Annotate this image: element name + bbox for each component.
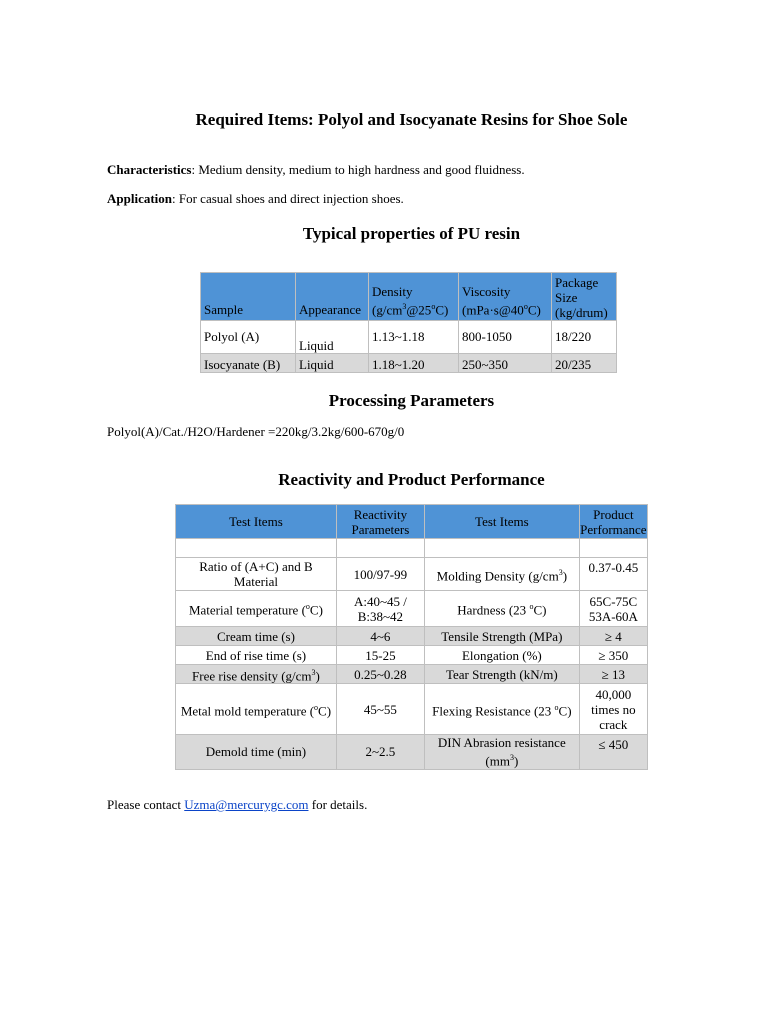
table-row (176, 665, 648, 684)
cell-test-item: End of rise time (s) (176, 646, 337, 665)
header-test-items: Test Items (176, 505, 337, 539)
cell-test-item: Elongation (%) (424, 646, 579, 665)
cell-test-item: Demold time (min) (176, 735, 337, 769)
reactivity-table (175, 504, 648, 770)
contact-text-before: Please contact (107, 797, 185, 812)
cell-appearance: Liquid (296, 354, 369, 373)
cell-test-item: Free rise density $(g/cm^3)$ (176, 665, 337, 684)
cell-test-item: Hardness (23 $^o$C) (424, 591, 579, 627)
cell-test-item: DIN Abrasion resistance $(mm^3)$ (424, 735, 579, 769)
cell-performance: ≥ 13 (579, 665, 647, 684)
cell-parameter: 100/97-99 (336, 558, 424, 591)
contact-paragraph (107, 797, 367, 813)
processing-parameters-text: Polyol(A)/Cat./H2O/Hardener =220kg/3.2kg/600-670g/0 (107, 424, 405, 439)
cell-viscosity: 800-1050 (459, 321, 552, 354)
table-row (176, 591, 648, 627)
cell-test-item: Material temperature ($^o$C) (176, 591, 337, 627)
cell-package: 20/235 (552, 354, 617, 373)
cell-density: 1.13~1.18 (369, 321, 459, 354)
header-package-size: Package Size (kg/drum) (552, 273, 617, 321)
table-row (176, 735, 648, 769)
header-product-performance: Product Performance (580, 506, 647, 537)
table-row (176, 627, 648, 646)
header-sample: Sample (201, 273, 296, 321)
table-header-row (201, 273, 617, 321)
application-paragraph (107, 191, 404, 207)
table-row (176, 646, 648, 665)
table-row (201, 354, 617, 373)
typical-properties-table (200, 272, 617, 373)
characteristics-text: : Medium density, medium to high hardness and good fluidness. (191, 162, 525, 177)
cell-performance: 40,000 times no crack (579, 684, 647, 735)
header-viscosity: Viscosity $(mPa\cdot s@40^oC)$ (459, 273, 552, 321)
table-row-empty (176, 539, 648, 558)
cell-test-item: Tensile Strength (MPa) (424, 627, 579, 646)
header-appearance: Appearance (296, 273, 369, 321)
cell-viscosity: 250~350 (459, 354, 552, 373)
cell-test-item: Ratio of (A+C) and B Material (176, 558, 337, 591)
contact-text-after: for details. (308, 797, 368, 812)
cell-density: 1.18~1.20 (369, 354, 459, 373)
cell-sample: Polyol (A) (201, 321, 296, 354)
cell-package: 18/220 (552, 321, 617, 354)
table-row (176, 684, 648, 735)
table-row (201, 321, 617, 354)
cell-test-item: Molding Density $(g/cm^3)$ (424, 558, 579, 591)
cell-parameter: 4~6 (336, 627, 424, 646)
table-header-row (176, 505, 648, 539)
header-density: Density $(g/cm^3@25^oC)$ (369, 273, 459, 321)
header-test-items: Test Items (424, 505, 579, 539)
characteristics-label: Characteristics (107, 162, 192, 177)
application-label: Application (107, 191, 173, 206)
cell-performance: ≤ 450 (579, 735, 647, 769)
cell-parameter: 2~2.5 (336, 735, 424, 769)
cell-performance: 0.37-0.45 (579, 558, 647, 591)
table-row (176, 558, 648, 591)
cell-parameter: 15-25 (336, 646, 424, 665)
application-text: : For casual shoes and direct injection shoes. (172, 191, 404, 206)
processing-parameters-heading: Processing Parameters (328, 391, 495, 410)
reactivity-heading: Reactivity and Product Performance (278, 470, 545, 489)
cell-sample: Isocyanate (B) (201, 354, 296, 373)
characteristics-paragraph (107, 162, 525, 178)
cell-test-item: Flexing Resistance (23 $^o$C) (424, 684, 579, 735)
header-reactivity-parameters: Reactivity Parameters (336, 505, 424, 539)
cell-parameter: A:40~45 / B:38~42 (336, 591, 424, 627)
contact-email-link[interactable]: Uzma@mercurygc.com (184, 797, 309, 812)
cell-test-item: Cream time (s) (176, 627, 337, 646)
cell-performance: ≥ 350 (579, 646, 647, 665)
cell-test-item: Metal mold temperature ($^o$C) (176, 684, 337, 735)
cell-test-item: Tear Strength (kN/m) (424, 665, 579, 684)
cell-performance: ≥ 4 (579, 627, 647, 646)
cell-performance: 65C-75C 53A-60A (579, 591, 647, 627)
typical-properties-heading: Typical properties of PU resin (302, 224, 521, 243)
document-title: Required Items: Polyol and Isocyanate Resins for Shoe Sole (195, 110, 628, 129)
cell-parameter: 45~55 (336, 684, 424, 735)
cell-appearance: Liquid (296, 321, 369, 354)
cell-parameter: 0.25~0.28 (336, 665, 424, 684)
